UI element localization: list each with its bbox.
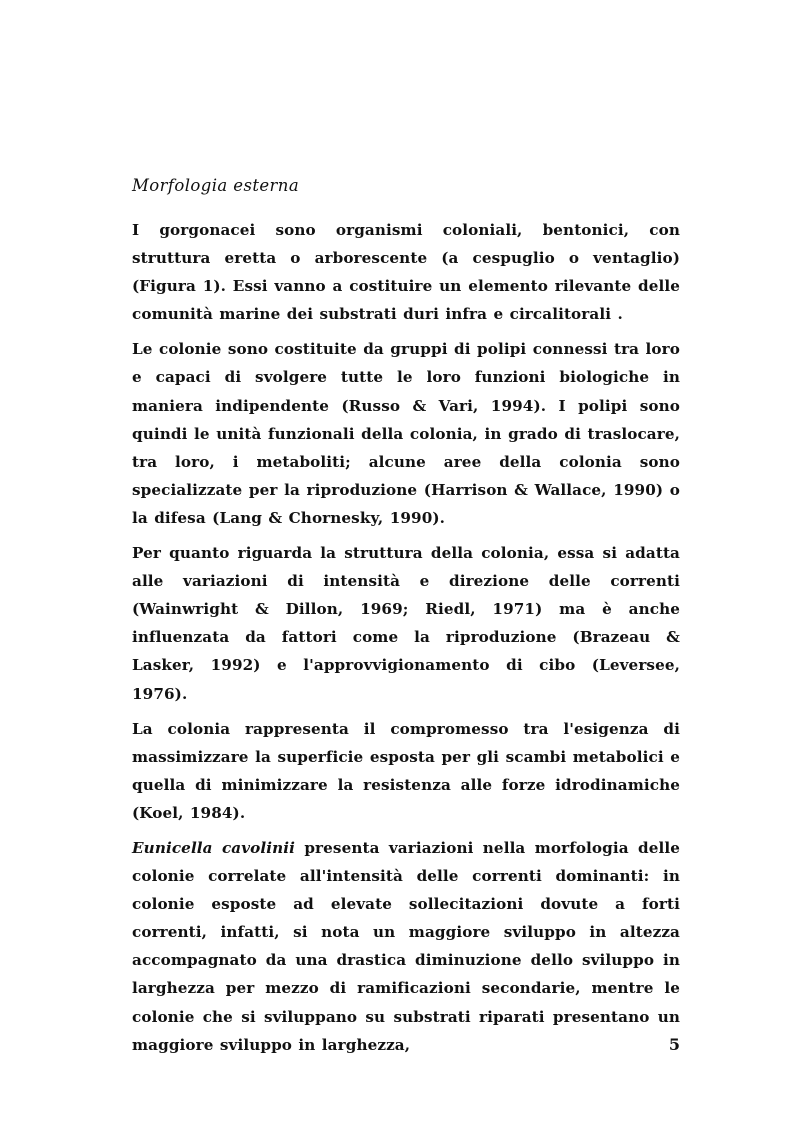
paragraph-5-text: presenta variazioni nella morfologia delle colonie correlate all'intensità delle correnti dominanti: in colonie esposte ad elevate sollecitazioni dovute a forti correnti, infatti, si nota un maggiore sviluppo in altezza accompagnato da una drastica diminuzione dello sviluppo in larghezza per mezzo di ramificazioni secondarie, mentre le colonie che si sviluppano su substrati riparati presentano un maggiore sviluppo in larghezza, [132, 838, 680, 1054]
page-number: 5 [668, 1035, 680, 1054]
paragraph-4: La colonia rappresenta il compromesso tra l'esigenza di massimizzare la superficie esposta per gli scambi metabolici e quella di minimizzare la resistenza alle forze idrodinamiche (Koel, 1984). [132, 719, 680, 822]
paragraph-3: Per quanto riguarda la struttura della colonia, essa si adatta alle variazioni di intensità e direzione delle correnti (Wainwright & Dillon, 1969; Riedl, 1971) ma è anche influenzata da fattori come la riproduzione (Brazeau & Lasker, 1992) e l'approvvigionamento di cibo (Leversee, 1976). [132, 544, 680, 703]
paragraph-5 [132, 834, 680, 1059]
species-name: Eunicella cavolinii [132, 838, 296, 857]
body-text [132, 216, 680, 1066]
section-title: Morfologia esterna [132, 176, 300, 195]
paragraph-1: I gorgonacei sono organismi coloniali, bentonici, con struttura eretta o arborescente (a cespuglio o ventaglio) (Figura 1). Essi vanno a costituire un elemento rilevante delle comunità marine dei substrati duri infra e circalitorali . [132, 221, 680, 324]
paragraph-2: Le colonie sono costituite da gruppi di polipi connessi tra loro e capaci di svolgere tutte le loro funzioni biologiche in maniera indipendente (Russo & Vari, 1994). I polipi sono quindi le unità funzionali della colonia, in grado di traslocare, tra loro, i metaboliti; alcune aree della colonia sono specializzate per la riproduzione (Harrison & Wallace, 1990) o la difesa (Lang & Chornesky, 1990). [132, 340, 680, 527]
